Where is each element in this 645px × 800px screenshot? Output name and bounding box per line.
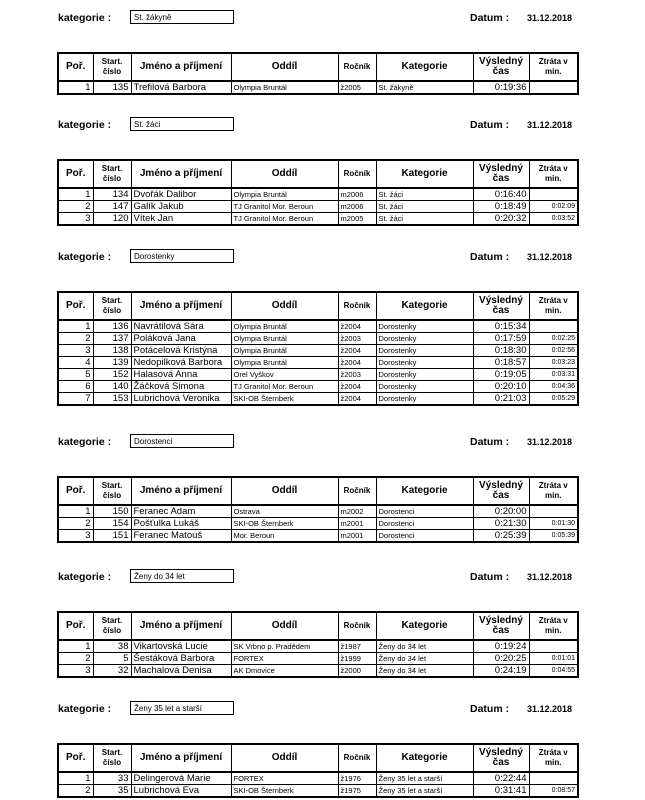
header-result-time: Výsledný čas [473, 612, 529, 640]
cell-club: Olympia Bruntál [231, 320, 338, 333]
cell-category: St. žákyně [376, 81, 473, 94]
table-row [58, 640, 578, 653]
cell-start-number: 152 [93, 369, 131, 381]
header-time-loss: Ztráta v min. [529, 292, 578, 320]
cell-club: FORTEX [231, 772, 338, 785]
cell-start-number: 32 [93, 665, 131, 678]
cell-birth-year: ž2004 [338, 393, 376, 406]
cell-category: Dorostenky [376, 345, 473, 357]
cell-result-time: 0:18:57 [473, 357, 529, 369]
header-result-time: Výsledný čas [473, 744, 529, 772]
cell-name: Galík Jakub [131, 201, 231, 213]
cell-position: 4 [58, 357, 93, 369]
category-label: kategorie : [58, 703, 112, 715]
cell-position: 2 [58, 201, 93, 213]
cell-result-time: 0:21:30 [473, 518, 529, 530]
cell-category: Ženy 35 let a starší [376, 785, 473, 798]
table-row [58, 381, 578, 393]
cell-start-number: 134 [93, 188, 131, 201]
cell-start-number: 150 [93, 505, 131, 518]
header-category: Kategorie [376, 292, 473, 320]
category-heading [0, 249, 645, 267]
cell-position: 3 [58, 213, 93, 226]
cell-time-loss: 0:02:09 [529, 201, 578, 213]
header-position: Poř. [58, 477, 93, 505]
date-label: Datum : [470, 571, 510, 583]
header-club: Oddíl [231, 612, 338, 640]
cell-result-time: 0:18:49 [473, 201, 529, 213]
header-birth-year: Ročník [338, 292, 376, 320]
cell-start-number: 151 [93, 530, 131, 543]
category-name-box: St. žákyně [130, 10, 234, 24]
header-name: Jméno a příjmení [131, 292, 231, 320]
cell-name: Trefilová Barbora [131, 81, 231, 94]
header-start-number: Start. číslo [93, 160, 131, 188]
table-row [58, 653, 578, 665]
cell-category: Dorostenky [376, 381, 473, 393]
header-start-number: Start. číslo [93, 612, 131, 640]
cell-result-time: 0:24:19 [473, 665, 529, 678]
category-name-box: Ženy do 34 let [130, 569, 234, 583]
category-label: kategorie : [58, 119, 112, 131]
header-position: Poř. [58, 292, 93, 320]
cell-birth-year: m2006 [338, 201, 376, 213]
header-time-loss: Ztráta v min. [529, 744, 578, 772]
cell-category: St. žáci [376, 213, 473, 226]
cell-result-time: 0:16:40 [473, 188, 529, 201]
cell-name: Dvořák Dalibor [131, 188, 231, 201]
header-category: Kategorie [376, 477, 473, 505]
cell-position: 7 [58, 393, 93, 406]
cell-result-time: 0:22:44 [473, 772, 529, 785]
cell-time-loss: 0:01:01 [529, 653, 578, 665]
category-label: kategorie : [58, 571, 112, 583]
category-heading [0, 10, 645, 28]
cell-birth-year: ž1976 [338, 772, 376, 785]
cell-time-loss: 0:03:52 [529, 213, 578, 226]
cell-time-loss [529, 320, 578, 333]
cell-position: 5 [58, 369, 93, 381]
cell-start-number: 35 [93, 785, 131, 798]
table-header-row [58, 612, 578, 640]
cell-name: Delingerová Marie [131, 772, 231, 785]
cell-club: TJ Granitol Mor. Beroun [231, 213, 338, 226]
table-header-row [58, 477, 578, 505]
date-value: 31.12.2018 [527, 120, 573, 130]
table-row [58, 505, 578, 518]
header-name: Jméno a příjmení [131, 160, 231, 188]
header-club: Oddíl [231, 292, 338, 320]
cell-club: Olympia Bruntál [231, 81, 338, 94]
date-label: Datum : [470, 436, 510, 448]
cell-result-time: 0:21:03 [473, 393, 529, 406]
header-name: Jméno a příjmení [131, 744, 231, 772]
cell-birth-year: ž2003 [338, 369, 376, 381]
cell-birth-year: m2002 [338, 505, 376, 518]
header-time-loss: Ztráta v min. [529, 160, 578, 188]
cell-start-number: 140 [93, 381, 131, 393]
cell-result-time: 0:20:25 [473, 653, 529, 665]
header-position: Poř. [58, 53, 93, 81]
cell-position: 3 [58, 665, 93, 678]
header-time-loss: Ztráta v min. [529, 53, 578, 81]
cell-position: 2 [58, 518, 93, 530]
header-birth-year: Ročník [338, 53, 376, 81]
category-label: kategorie : [58, 251, 112, 263]
cell-club: Olympia Bruntál [231, 188, 338, 201]
table-header-row [58, 292, 578, 320]
date-value: 31.12.2018 [527, 252, 573, 262]
cell-club: Olympia Bruntál [231, 357, 338, 369]
cell-club: SKI-OB Šternberk [231, 518, 338, 530]
cell-name: Nedopilková Barbora [131, 357, 231, 369]
results-table [57, 743, 579, 798]
cell-time-loss: 0:02:56 [529, 345, 578, 357]
cell-time-loss: 0:04:55 [529, 665, 578, 678]
table-row [58, 369, 578, 381]
header-start-number: Start. číslo [93, 53, 131, 81]
date-label: Datum : [470, 119, 510, 131]
cell-birth-year: m2001 [338, 518, 376, 530]
date-value: 31.12.2018 [527, 437, 573, 447]
header-start-number: Start. číslo [93, 477, 131, 505]
cell-result-time: 0:25:39 [473, 530, 529, 543]
cell-time-loss: 0:03:31 [529, 369, 578, 381]
cell-category: Dorostenci [376, 505, 473, 518]
category-name-box: Dorostenky [130, 249, 234, 263]
header-birth-year: Ročník [338, 477, 376, 505]
table-header-row [58, 744, 578, 772]
cell-birth-year: ž2005 [338, 81, 376, 94]
cell-name: Halasová Anna [131, 369, 231, 381]
cell-category: Ženy do 34 let [376, 665, 473, 678]
cell-category: St. žáci [376, 201, 473, 213]
cell-start-number: 120 [93, 213, 131, 226]
header-name: Jméno a příjmení [131, 477, 231, 505]
table-row [58, 518, 578, 530]
table-row [58, 333, 578, 345]
category-name-box: Ženy 35 let a starší [130, 701, 234, 715]
table-row [58, 213, 578, 226]
header-club: Oddíl [231, 744, 338, 772]
cell-name: Machalová Denisa [131, 665, 231, 678]
cell-result-time: 0:20:32 [473, 213, 529, 226]
date-label: Datum : [470, 12, 510, 24]
cell-category: Dorostenky [376, 333, 473, 345]
cell-time-loss: 0:05:29 [529, 393, 578, 406]
cell-category: Dorostenky [376, 393, 473, 406]
cell-club: AK Dmovice [231, 665, 338, 678]
cell-name: Feranec Matouš [131, 530, 231, 543]
header-name: Jméno a příjmení [131, 612, 231, 640]
header-start-number: Start. číslo [93, 292, 131, 320]
header-result-time: Výsledný čas [473, 160, 529, 188]
date-value: 31.12.2018 [527, 572, 573, 582]
cell-time-loss [529, 640, 578, 653]
cell-position: 1 [58, 320, 93, 333]
header-birth-year: Ročník [338, 612, 376, 640]
cell-category: Dorostenci [376, 530, 473, 543]
cell-birth-year: ž1987 [338, 640, 376, 653]
cell-time-loss: 0:05:39 [529, 530, 578, 543]
cell-club: TJ Granitol Mor. Beroun [231, 201, 338, 213]
cell-start-number: 5 [93, 653, 131, 665]
cell-result-time: 0:19:24 [473, 640, 529, 653]
table-header-row [58, 53, 578, 81]
cell-position: 3 [58, 345, 93, 357]
cell-position: 6 [58, 381, 93, 393]
date-value: 31.12.2018 [527, 704, 573, 714]
results-table [57, 476, 579, 543]
header-club: Oddíl [231, 53, 338, 81]
header-time-loss: Ztráta v min. [529, 477, 578, 505]
header-result-time: Výsledný čas [473, 292, 529, 320]
category-name-box: Dorostenci [130, 434, 234, 448]
cell-category: Dorostenky [376, 357, 473, 369]
category-label: kategorie : [58, 436, 112, 448]
cell-name: Vítek Jan [131, 213, 231, 226]
cell-club: SK Vrbno p. Pradědem [231, 640, 338, 653]
cell-time-loss: 0:01:30 [529, 518, 578, 530]
header-position: Poř. [58, 160, 93, 188]
table-row [58, 345, 578, 357]
table-row [58, 357, 578, 369]
cell-result-time: 0:17:59 [473, 333, 529, 345]
cell-position: 1 [58, 81, 93, 94]
cell-result-time: 0:19:36 [473, 81, 529, 94]
table-header-row [58, 160, 578, 188]
category-heading [0, 434, 645, 452]
header-club: Oddíl [231, 477, 338, 505]
cell-birth-year: ž2004 [338, 357, 376, 369]
cell-start-number: 147 [93, 201, 131, 213]
cell-position: 1 [58, 772, 93, 785]
cell-start-number: 154 [93, 518, 131, 530]
cell-start-number: 153 [93, 393, 131, 406]
cell-club: Olympia Bruntál [231, 333, 338, 345]
cell-position: 2 [58, 785, 93, 798]
cell-birth-year: ž1999 [338, 653, 376, 665]
cell-result-time: 0:20:00 [473, 505, 529, 518]
cell-time-loss [529, 505, 578, 518]
header-category: Kategorie [376, 744, 473, 772]
table-row [58, 772, 578, 785]
header-position: Poř. [58, 744, 93, 772]
cell-time-loss [529, 188, 578, 201]
cell-club: Ostrava [231, 505, 338, 518]
cell-result-time: 0:20:10 [473, 381, 529, 393]
cell-position: 1 [58, 505, 93, 518]
cell-position: 2 [58, 653, 93, 665]
header-category: Kategorie [376, 53, 473, 81]
cell-name: Žáčková Simona [131, 381, 231, 393]
cell-category: Ženy do 34 let [376, 653, 473, 665]
category-heading [0, 569, 645, 587]
table-row [58, 785, 578, 798]
cell-birth-year: ž1975 [338, 785, 376, 798]
results-table [57, 159, 579, 226]
category-heading [0, 117, 645, 135]
table-row [58, 188, 578, 201]
date-label: Datum : [470, 703, 510, 715]
header-start-number: Start. číslo [93, 744, 131, 772]
cell-name: Lubrichová Veronika [131, 393, 231, 406]
cell-start-number: 137 [93, 333, 131, 345]
cell-start-number: 33 [93, 772, 131, 785]
cell-time-loss [529, 772, 578, 785]
cell-name: Poláková Jana [131, 333, 231, 345]
table-row [58, 81, 578, 94]
cell-time-loss: 0:02:25 [529, 333, 578, 345]
header-birth-year: Ročník [338, 744, 376, 772]
cell-result-time: 0:18:30 [473, 345, 529, 357]
header-result-time: Výsledný čas [473, 53, 529, 81]
cell-category: Dorostenky [376, 320, 473, 333]
cell-start-number: 139 [93, 357, 131, 369]
cell-category: St. žáci [376, 188, 473, 201]
cell-start-number: 38 [93, 640, 131, 653]
results-table [57, 611, 579, 678]
cell-club: Olympia Bruntál [231, 345, 338, 357]
cell-club: SKI-OB Šternberk [231, 393, 338, 406]
cell-time-loss: 0:08:57 [529, 785, 578, 798]
cell-name: Navrátilová Sára [131, 320, 231, 333]
cell-position: 2 [58, 333, 93, 345]
date-value: 31.12.2018 [527, 13, 573, 23]
cell-time-loss [529, 81, 578, 94]
header-club: Oddíl [231, 160, 338, 188]
table-row [58, 530, 578, 543]
header-birth-year: Ročník [338, 160, 376, 188]
cell-club: Mor. Beroun [231, 530, 338, 543]
cell-time-loss: 0:03:23 [529, 357, 578, 369]
header-time-loss: Ztráta v min. [529, 612, 578, 640]
cell-time-loss: 0:04:36 [529, 381, 578, 393]
cell-result-time: 0:15:34 [473, 320, 529, 333]
table-row [58, 320, 578, 333]
cell-club: TJ Granitol Mor. Beroun [231, 381, 338, 393]
date-label: Datum : [470, 251, 510, 263]
header-position: Poř. [58, 612, 93, 640]
header-name: Jméno a příjmení [131, 53, 231, 81]
cell-start-number: 136 [93, 320, 131, 333]
cell-category: Dorostenci [376, 518, 473, 530]
cell-club: FORTEX [231, 653, 338, 665]
cell-name: Lubrichová Eva [131, 785, 231, 798]
cell-name: Feranec Adam [131, 505, 231, 518]
header-result-time: Výsledný čas [473, 477, 529, 505]
cell-birth-year: ž2003 [338, 333, 376, 345]
cell-name: Pošťulka Lukáš [131, 518, 231, 530]
cell-birth-year: ž2004 [338, 320, 376, 333]
cell-club: SKI-OB Šternberk [231, 785, 338, 798]
cell-start-number: 135 [93, 81, 131, 94]
cell-name: Vikartovská Lucie [131, 640, 231, 653]
cell-birth-year: m2005 [338, 213, 376, 226]
cell-result-time: 0:19:05 [473, 369, 529, 381]
cell-birth-year: m2001 [338, 530, 376, 543]
cell-category: Dorostenky [376, 369, 473, 381]
cell-position: 1 [58, 640, 93, 653]
cell-name: Potácelová Kristýna [131, 345, 231, 357]
table-row [58, 201, 578, 213]
cell-position: 1 [58, 188, 93, 201]
cell-birth-year: m2006 [338, 188, 376, 201]
header-category: Kategorie [376, 612, 473, 640]
cell-position: 3 [58, 530, 93, 543]
cell-result-time: 0:31:41 [473, 785, 529, 798]
cell-birth-year: ž2004 [338, 345, 376, 357]
category-label: kategorie : [58, 12, 112, 24]
results-table [57, 52, 579, 95]
results-table [57, 291, 579, 406]
table-row [58, 393, 578, 406]
cell-start-number: 138 [93, 345, 131, 357]
cell-birth-year: ž2004 [338, 381, 376, 393]
category-name-box: St. žáci [130, 117, 234, 131]
cell-birth-year: ž2000 [338, 665, 376, 678]
cell-name: Šestáková Barbora [131, 653, 231, 665]
category-heading [0, 701, 645, 719]
cell-category: Ženy 35 let a starší [376, 772, 473, 785]
cell-club: Orel Vyškov [231, 369, 338, 381]
table-row [58, 665, 578, 678]
cell-category: Ženy do 34 let [376, 640, 473, 653]
header-category: Kategorie [376, 160, 473, 188]
